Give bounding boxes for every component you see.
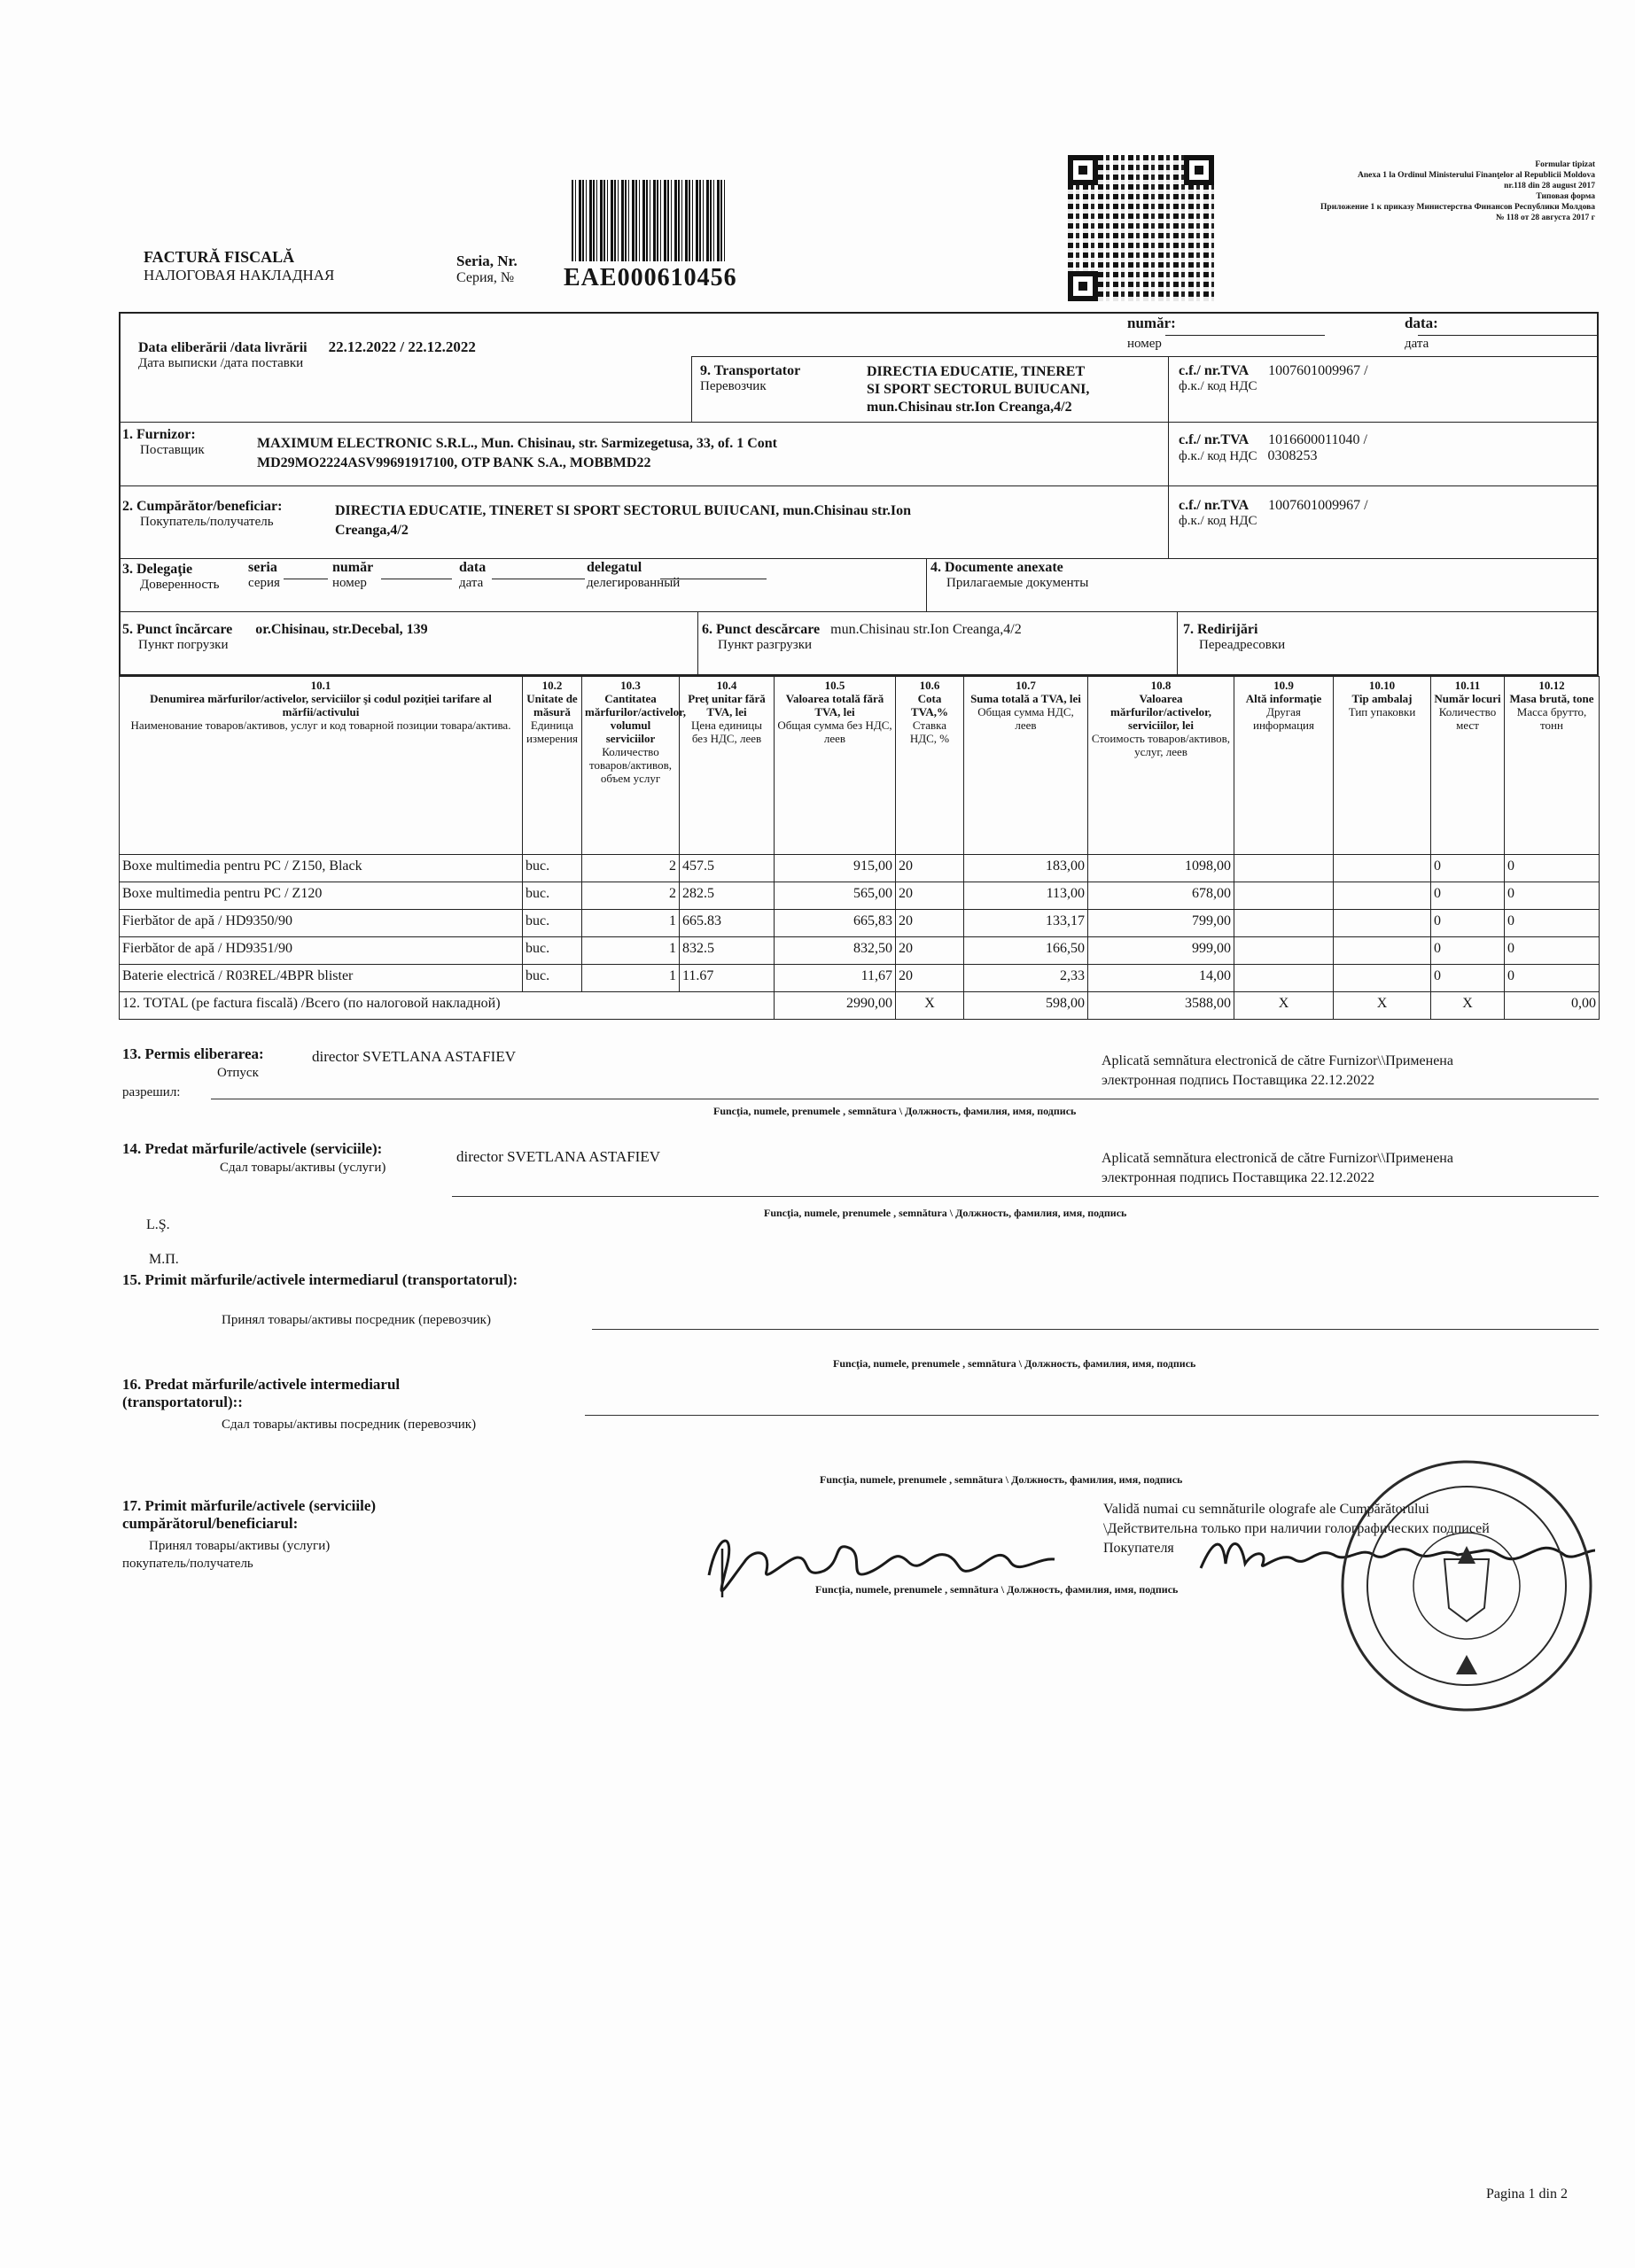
table-row — [120, 882, 1600, 910]
cell-qty: 2 — [582, 882, 680, 910]
cell-rate: 20 — [896, 937, 964, 965]
numar-label-ru: номер — [1127, 337, 1162, 351]
cell-unit: buc. — [523, 855, 582, 882]
cell-qty: 1 — [582, 965, 680, 992]
loading-point: 5. Punct încărcare or.Chisinau, str.Decebal, 139 Пункт погрузки — [122, 622, 428, 652]
cell-places: 0 — [1431, 910, 1505, 937]
cell-places: 0 — [1431, 937, 1505, 965]
col-header-10-8: 10.8 Valoarea mărfurilor/activelor, serviciilor, lei Стоимость товаров/активов, услуг, леев — [1088, 677, 1234, 855]
barcode-icon — [572, 180, 727, 261]
goods-table — [119, 676, 1600, 1020]
cell-pack — [1334, 937, 1431, 965]
section-17-validity: Validă numai cu semnăturile olografe ale Cumpărătorului \Действительна только при наличии голографических подписей Покупателя — [1103, 1502, 1490, 1556]
col-header-10-3: 10.3 Cantitatea mărfurilor/activelor, volumul serviciilor Количество товаров/активов, объем услуг — [582, 677, 680, 855]
col-header-10-10: 10.10 Tip ambalaj Тип упаковки — [1334, 677, 1431, 855]
cell-vat: 183,00 — [964, 855, 1088, 882]
section-13-ru2: разрешил: — [122, 1085, 181, 1099]
cell-rate: 20 — [896, 910, 964, 937]
cell-total: 832,50 — [775, 937, 896, 965]
total-mass: 0,00 — [1505, 992, 1600, 1020]
cell-total: 565,00 — [775, 882, 896, 910]
dates-label-ru: Дата выписки /дата поставки — [138, 356, 304, 370]
cell-price: 457.5 — [680, 855, 775, 882]
cell-value: 1098,00 — [1088, 855, 1234, 882]
cell-qty: 2 — [582, 855, 680, 882]
total-rate: X — [896, 992, 964, 1020]
total-info: X — [1234, 992, 1334, 1020]
cell-vat: 133,17 — [964, 910, 1088, 937]
func-caption: Funcţia, numele, prenumele , semnătura \ Должность, фамилия, имя, подпись — [815, 1583, 1179, 1596]
cell-price: 832.5 — [680, 937, 775, 965]
form-note-line: Anexa 1 la Ordinul Ministerului Finanţelor al Republicii Moldova — [1358, 171, 1595, 180]
col-header-10-2: 10.2 Unitate de măsură Единица измерения — [523, 677, 582, 855]
cell-unit: buc. — [523, 937, 582, 965]
title-ro: FACTURĂ FISCALĂ — [144, 248, 295, 266]
delegation-data: data дата — [459, 560, 487, 590]
qr-code-icon — [1068, 155, 1214, 301]
cell-value: 799,00 — [1088, 910, 1234, 937]
cell-total: 665,83 — [775, 910, 896, 937]
section-15-label: 15. Primit mărfurile/activele intermediarul (transportatorul): — [122, 1271, 518, 1288]
cell-info — [1234, 910, 1334, 937]
total-places: X — [1431, 992, 1505, 1020]
delegation-delegat: delegatul делегированный — [587, 560, 681, 590]
section-13-value: director SVETLANA ASTAFIEV — [312, 1048, 517, 1065]
delegation-seria: seria серия — [248, 560, 280, 590]
cell-pack — [1334, 882, 1431, 910]
cell-info — [1234, 965, 1334, 992]
total-value: 3588,00 — [1088, 992, 1234, 1020]
total-vat: 598,00 — [964, 992, 1088, 1020]
form-note-line: Типовая форма — [1536, 192, 1595, 201]
title-ru: НАЛОГОВАЯ НАКЛАДНАЯ — [144, 267, 335, 284]
func-caption: Funcţia, numele, prenumele , semnătura \ Должность, фамилия, имя, подпись — [833, 1357, 1196, 1370]
dates-block — [138, 338, 476, 371]
section-13-label: 13. Permis eliberarea: — [122, 1045, 264, 1062]
transporter-tva: c.f./ nr.TVA 1007601009967 / ф.к./ код НДС — [1179, 363, 1368, 393]
col-header-10-11: 10.11 Număr locuri Количество мест — [1431, 677, 1505, 855]
col-header-10-6: 10.6 Cota TVA,% Ставка НДС, % — [896, 677, 964, 855]
cell-unit: buc. — [523, 882, 582, 910]
cell-mass: 0 — [1505, 882, 1600, 910]
cell-total: 915,00 — [775, 855, 896, 882]
attached-documents: 4. Documente anexate Прилагаемые документы — [930, 560, 1089, 590]
col-header-10-5: 10.5 Valoarea totală fără TVA, lei Общая сумма без НДС, леев — [775, 677, 896, 855]
cell-rate: 20 — [896, 882, 964, 910]
buyer-details: DIRECTIA EDUCATIE, TINERET SI SPORT SECTORUL BUIUCANI, mun.Chisinau str.Ion Creanga,4/2 — [335, 503, 912, 538]
table-row — [120, 910, 1600, 937]
official-stamp-icon — [1334, 1453, 1600, 1719]
supplier-tva: c.f./ nr.TVA 1016600011040 / ф.к./ код НДС 0308253 — [1179, 432, 1367, 463]
delegation-numar: număr номер — [332, 560, 374, 590]
section-16-label: 16. Predat mărfurile/activele intermediarul (transportatorul):: — [122, 1376, 401, 1410]
cell-name: Fierbător de apă / HD9350/90 — [120, 910, 523, 937]
supplier-details: MAXIMUM ELECTRONIC S.R.L., Mun. Chisinau, str. Sarmizegetusa, 33, of. 1 Cont MD29MO2224ASV99691917100, OTP BANK S.A., MOBBMD22 — [257, 436, 777, 470]
section-14-label: 14. Predat mărfurile/activele (serviciile): — [122, 1140, 383, 1157]
cell-rate: 20 — [896, 965, 964, 992]
form-note-line: Приложение 1 к приказу Министерства Финансов Республики Молдова — [1320, 203, 1595, 212]
cell-name: Fierbător de apă / HD9351/90 — [120, 937, 523, 965]
cell-price: 282.5 — [680, 882, 775, 910]
cell-info — [1234, 882, 1334, 910]
col-header-10-12: 10.12 Masa brută, tone Масса брутто, тонн — [1505, 677, 1600, 855]
supplier-label: 1. Furnizor: Поставщик — [122, 427, 205, 457]
numar-label: număr: — [1127, 315, 1176, 331]
cell-mass: 0 — [1505, 937, 1600, 965]
delegation-label: 3. Delegaţie Доверенность — [122, 562, 220, 592]
data-label-ru: дата — [1405, 337, 1429, 351]
col-header-10-1: 10.1 Denumirea mărfurilor/activelor, serviciilor şi codul poziţiei tarifare al mărfii/activului Наименование товаров/активов, услуг и код товарной позиции товара/актива. — [120, 677, 523, 855]
total-pack: X — [1334, 992, 1431, 1020]
cell-info — [1234, 855, 1334, 882]
form-note-line: nr.118 din 28 august 2017 — [1504, 182, 1595, 190]
cell-unit: buc. — [523, 965, 582, 992]
cell-name: Baterie electrică / R03REL/4BPR blister — [120, 965, 523, 992]
cell-total: 11,67 — [775, 965, 896, 992]
cell-pack — [1334, 855, 1431, 882]
cell-rate: 20 — [896, 855, 964, 882]
cell-unit: buc. — [523, 910, 582, 937]
total-value-no-vat: 2990,00 — [775, 992, 896, 1020]
cell-pack — [1334, 910, 1431, 937]
handwritten-signature-icon — [691, 1522, 1063, 1602]
data-label: data: — [1405, 315, 1438, 331]
section-17-ru: Принял товары/активы (услуги) покупатель/получатель — [122, 1539, 331, 1571]
total-row — [120, 992, 1600, 1020]
cell-price: 665.83 — [680, 910, 775, 937]
document-title — [144, 248, 334, 284]
ls-mark: L.Ş. — [146, 1217, 170, 1232]
cell-vat: 113,00 — [964, 882, 1088, 910]
cell-places: 0 — [1431, 965, 1505, 992]
total-label: 12. TOTAL (pe factura fiscală) /Всего (по налоговой накладной) — [120, 992, 775, 1020]
table-row — [120, 855, 1600, 882]
cell-value: 999,00 — [1088, 937, 1234, 965]
section-14-esign: Aplicată semnătura electronică de către Furnizor\\Применена электронная подпись Поставщика 22.12.2022 — [1102, 1151, 1453, 1185]
section-16-ru: Сдал товары/активы посредник (перевозчик) — [222, 1418, 477, 1432]
col-header-10-4: 10.4 Preţ unitar fără TVA, lei Цена единицы без НДС, леев — [680, 677, 775, 855]
buyer-label: 2. Cumpărător/beneficiar: Покупатель/получатель — [122, 499, 283, 529]
seria-label: Seria, Nr. Серия, № — [456, 252, 518, 285]
transporter-label: 9. Transportator Перевозчик — [700, 363, 801, 393]
cell-places: 0 — [1431, 882, 1505, 910]
col-header-10-9: 10.9 Altă informaţie Другая информация — [1234, 677, 1334, 855]
cell-mass: 0 — [1505, 965, 1600, 992]
transporter-name: DIRECTIA EDUCATIE, TINERET SI SPORT SECTORUL BUIUCANI, mun.Chisinau str.Ion Creanga,4/2 — [867, 364, 1090, 415]
cell-name: Boxe multimedia pentru PC / Z150, Black — [120, 855, 523, 882]
page-number: Pagina 1 din 2 — [1486, 2186, 1568, 2202]
section-14-value: director SVETLANA ASTAFIEV — [456, 1148, 661, 1165]
cell-value: 14,00 — [1088, 965, 1234, 992]
cell-vat: 2,33 — [964, 965, 1088, 992]
cell-info — [1234, 937, 1334, 965]
table-row — [120, 937, 1600, 965]
table-row — [120, 965, 1600, 992]
cell-pack — [1334, 965, 1431, 992]
col-header-10-7: 10.7 Suma totală a TVA, lei Общая сумма НДС, леев — [964, 677, 1088, 855]
cell-vat: 166,50 — [964, 937, 1088, 965]
section-13-esign: Aplicată semnătura electronică de către Furnizor\\Применена электронная подпись Поставщика 22.12.2022 — [1102, 1053, 1453, 1088]
section-14-ru: Сдал товары/активы (услуги) — [220, 1161, 386, 1175]
form-note — [1223, 159, 1595, 223]
dates-label: Data eliberării /data livrării — [138, 340, 308, 355]
series-number: EAE000610456 — [564, 264, 737, 291]
cell-mass: 0 — [1505, 855, 1600, 882]
cell-places: 0 — [1431, 855, 1505, 882]
cell-qty: 1 — [582, 910, 680, 937]
section-13-ru1: Отпуск — [217, 1066, 259, 1080]
cell-mass: 0 — [1505, 910, 1600, 937]
section-17-label: 17. Primit mărfurile/activele (serviciile) cumpărătorul/beneficiarul: — [122, 1497, 377, 1532]
unloading-point: 6. Punct descărcare mun.Chisinau str.Ion Creanga,4/2 Пункт разгрузки — [702, 622, 1022, 652]
section-15-ru: Принял товары/активы посредник (перевозчик) — [222, 1313, 491, 1327]
buyer-tva: c.f./ nr.TVA 1007601009967 / ф.к./ код НДС — [1179, 498, 1368, 528]
func-caption: Funcţia, numele, prenumele , semnătura \ Должность, фамилия, имя, подпись — [713, 1105, 1077, 1117]
cell-price: 11.67 — [680, 965, 775, 992]
cell-qty: 1 — [582, 937, 680, 965]
cell-value: 678,00 — [1088, 882, 1234, 910]
table-header-row — [120, 677, 1600, 855]
redirections: 7. Redirijări Переадресовки — [1183, 622, 1286, 652]
form-note-line: № 118 от 28 августа 2017 г — [1495, 214, 1595, 222]
dates-value: 22.12.2022 / 22.12.2022 — [328, 338, 476, 355]
form-note-line: Formular tipizat — [1535, 160, 1595, 169]
cell-name: Boxe multimedia pentru PC / Z120 — [120, 882, 523, 910]
func-caption: Funcţia, numele, prenumele , semnătura \ Должность, фамилия, имя, подпись — [764, 1207, 1127, 1219]
func-caption: Funcţia, numele, prenumele , semnătura \ Должность, фамилия, имя, подпись — [820, 1473, 1183, 1486]
mp-mark: М.П. — [149, 1252, 179, 1267]
